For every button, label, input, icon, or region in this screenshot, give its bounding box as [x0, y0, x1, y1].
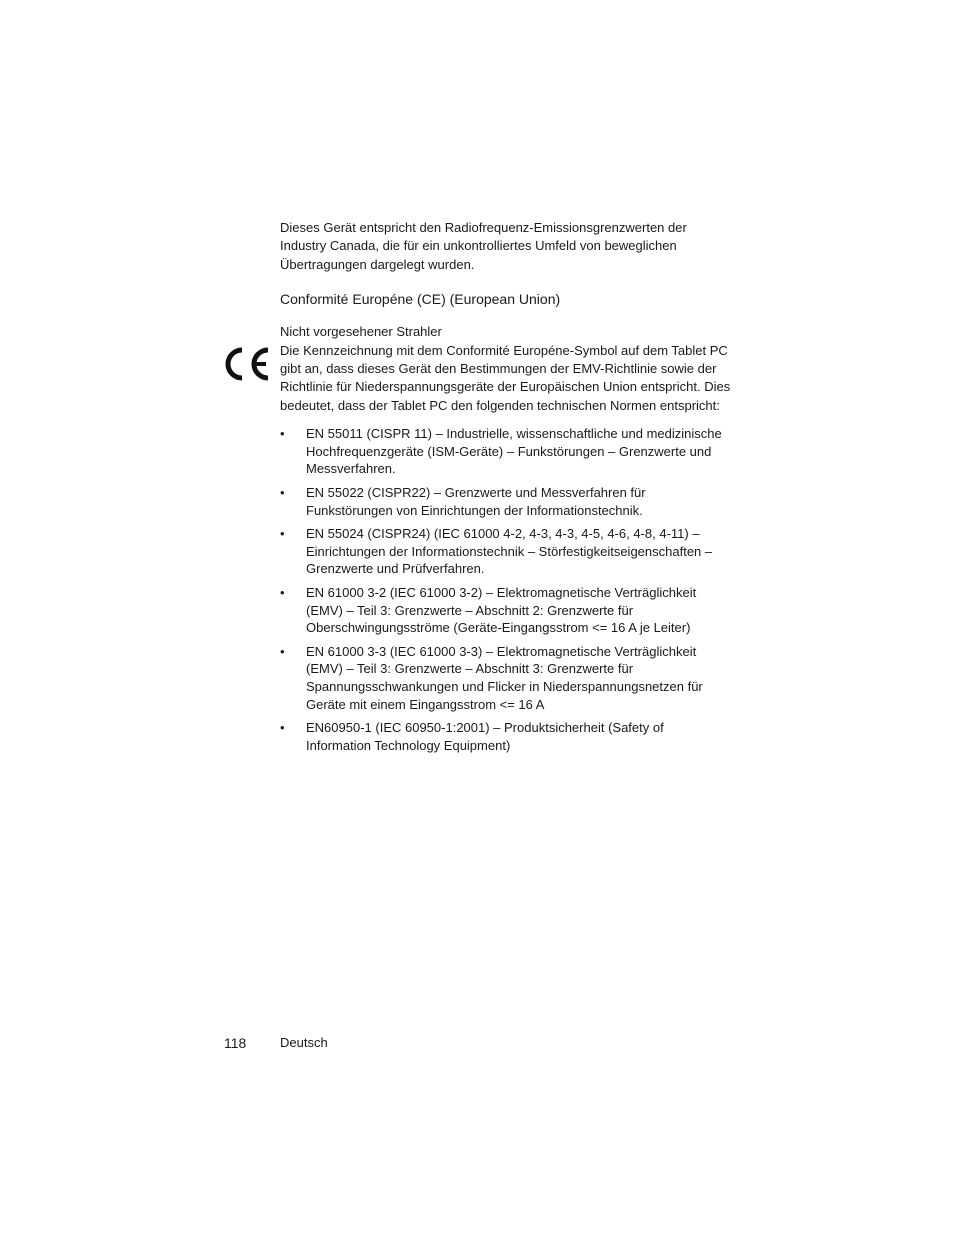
ce-block	[280, 342, 732, 416]
footer-language: Deutsch	[280, 1035, 328, 1050]
list-item-text: EN 55022 (CISPR22) – Grenzwerte und Messverfahren für Funkstörungen von Einrichtungen der Informationstechnik.	[306, 485, 646, 518]
list-item	[280, 584, 732, 637]
list-item-text: EN 55024 (CISPR24) (IEC 61000 4-2, 4-3, 4-3, 4-5, 4-6, 4-8, 4-11) – Einrichtungen der Informationstechnik – Störfestigkeitseigenschaften – Grenzwerte und Prüfverfahren.	[306, 526, 713, 577]
list-item-text: EN 61000 3-3 (IEC 61000 3-3) – Elektromagnetische Verträglichkeit (EMV) – Teil 3: Grenzwerte – Abschnitt 3: Grenzwerte für Spannungsschwankungen und Flicker in Niederspannungsnetzen für Geräte mit einem Eingangsstrom <= 16 A	[306, 643, 703, 712]
subheading: Nicht vorgesehener Strahler	[280, 324, 442, 340]
list-item	[280, 525, 732, 578]
section-heading: Conformité Européne (CE) (European Union)	[280, 291, 561, 308]
bullet-icon: •	[280, 526, 285, 542]
ce-paragraph: Die Kennzeichnung mit dem Conformité Européne-Symbol auf dem Tablet PC gibt an, dass dieses Gerät den Bestimmungen der EMV-Richtlinie sowie der Richtlinie für Niederspannungsgeräte der Europäischen Union entspricht. Dies bedeutet, dass der Tablet PC den folgenden technischen Normen entspricht:	[280, 342, 731, 413]
page-content	[280, 219, 732, 760]
standards-list	[280, 425, 732, 754]
bullet-icon: •	[280, 585, 285, 600]
list-item	[280, 643, 732, 713]
bullet-icon: •	[280, 720, 285, 736]
list-item-text: EN60950-1 (IEC 60950-1:2001) – Produktsicherheit (Safety of Information Technology Equipment)	[306, 720, 664, 753]
ce-mark-icon	[222, 346, 272, 382]
list-item-text: EN 61000 3-2 (IEC 61000 3-2) – Elektromagnetische Verträglichkeit (EMV) – Teil 3: Grenzwerte – Abschnitt 2: Grenzwerte für Oberschwingungsströme (Geräte-Eingangsstrom <= 16 A je Leiter)	[306, 585, 697, 636]
bullet-icon: •	[280, 643, 285, 659]
intro-paragraph: Dieses Gerät entspricht den Radiofrequenz-Emissionsgrenzwerten der Industry Canada, die für ein unkontrolliertes Umfeld von beweglichen Übertragungen dargelegt wurden.	[280, 220, 687, 272]
bullet-icon: •	[280, 485, 285, 501]
list-item	[280, 484, 732, 519]
page-number: 118	[224, 1035, 247, 1051]
list-item	[280, 425, 732, 478]
list-item-text: EN 55011 (CISPR 11) – Industrielle, wissenschaftliche und medizinische Hochfrequenzgeräte (ISM-Geräte) – Funkstörungen – Grenzwerte und Messverfahren.	[306, 426, 722, 477]
list-item	[280, 719, 732, 754]
bullet-icon: •	[280, 426, 285, 442]
